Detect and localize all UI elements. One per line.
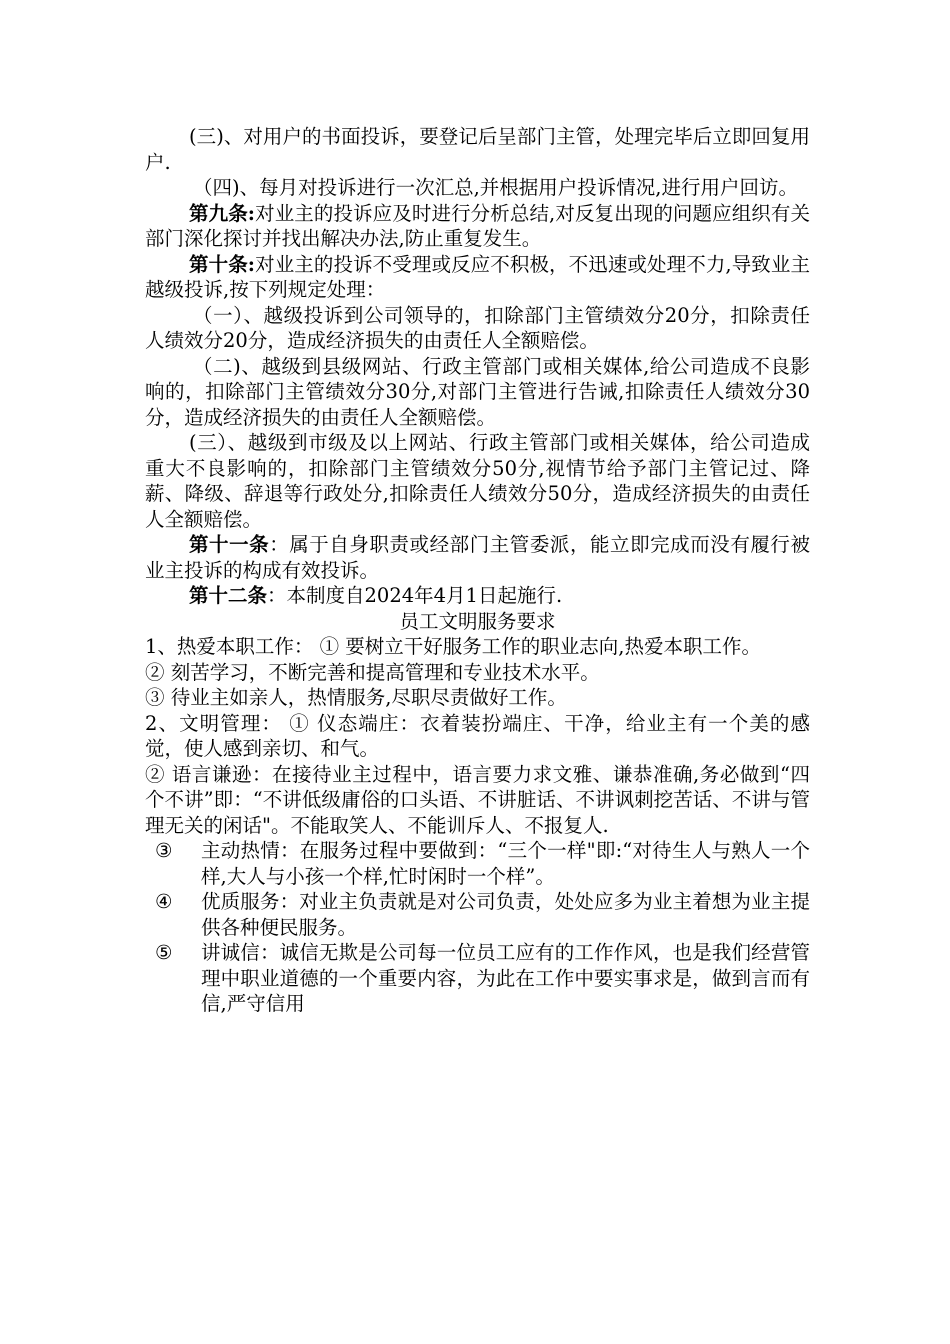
article-12-title: 第十二条	[189, 584, 268, 607]
list-item-text: 优质服务：对业主负责就是对公司负责，处处应多为业主着想为业主提供各种便民服务。	[201, 890, 810, 939]
list-marker: ④	[155, 890, 173, 913]
list-item-text: 主动热情：在服务过程中要做到：“三个一样"即:“对待生人与熟人一个样,大人与小孩一个样,忙时闲时一个样”。	[201, 839, 810, 888]
service-item-1: 1、热爱本职工作： ① 要树立干好服务工作的职业志向,热爱本职工作。	[145, 635, 762, 658]
service-item-2: 2、文明管理： ① 仪态端庄：衣着装扮端庄、干净，给业主有一个美的感觉，使人感到亲切、和气。	[145, 711, 810, 760]
article-10-item-2: （二)、越级到县级网站、行政主管部门或相关媒体,给公司造成不良影响的，扣除部门主管绩效分30分,对部门主管进行告诫,扣除责任人绩效分30分，造成经济损失的由责任人全额赔偿。	[145, 354, 810, 429]
service-item-2-2: ② 语言谦逊：在接待业主过程中，语言要力求文雅、谦恭准确,务必做到“四个不讲”即：“不讲低级庸俗的口头语、不讲脏话、不讲讽刺挖苦话、不讲与管理无关的闲话"。不能取笑人、不能训斥人、不报复人.	[145, 762, 810, 837]
document-page	[145, 124, 810, 1017]
article-11	[145, 532, 810, 583]
article-12	[145, 583, 810, 609]
article-10	[145, 252, 810, 303]
paragraph-complaint-written: (三)、对用户的书面投诉，要登记后呈部门主管，处理完毕后立即回复用户.	[145, 125, 810, 174]
paragraph-complaint-monthly: （四)、每月对投诉进行一次汇总,并根据用户投诉情况,进行用户回访。	[193, 176, 799, 199]
service-list-item-3	[145, 838, 810, 889]
list-marker: ③	[155, 839, 173, 862]
article-10-item-3: (三）、越级到市级及以上网站、行政主管部门或相关媒体，给公司造成重大不良影响的，扣除部门主管绩效分50分,视情节给予部门主管记过、降薪、降级、辞退等行政处分,扣除责任人绩效分50分，造成经济损失的由责任人全额赔偿。	[145, 431, 810, 531]
section-heading: 员工文明服务要求	[399, 609, 556, 633]
service-list-item-5	[145, 940, 810, 1017]
article-9-title: 第九条:	[189, 201, 255, 225]
service-item-1-3: ③ 待业主如亲人，热情服务,尽职尽责做好工作。	[145, 686, 567, 709]
article-9	[145, 201, 810, 252]
article-11-body: ：属于自身职责或经部门主管委派，能立即完成而没有履行被业主投诉的构成有效投诉。	[145, 533, 810, 582]
service-list-item-4	[145, 889, 810, 940]
article-11-title: 第十一条	[189, 533, 270, 556]
article-10-item-1: （一）、越级投诉到公司领导的，扣除部门主管绩效分20分，扣除责任人绩效分20分，造成经济损失的由责任人全额赔偿。	[145, 303, 810, 352]
list-item-text: 讲诚信：诚信无欺是公司每一位员工应有的工作作风，也是我们经营管理中职业道德的一个重要内容，为此在工作中要实事求是，做到言而有信,严守信用	[201, 941, 810, 1015]
article-10-body: 对业主的投诉不受理或反应不积极，不迅速或处理不力,导致业主越级投诉,按下列规定处理：	[145, 252, 811, 301]
article-12-body: ：本制度自2024年4月1日起施行.	[267, 584, 563, 607]
article-9-body: 对业主的投诉应及时进行分析总结,对反复出现的问题应组织有关部门深化探讨并找出解决办法,防止重复发生。	[145, 201, 811, 250]
article-10-title: 第十条:	[189, 252, 255, 276]
service-item-1-2: ② 刻苦学习，不断完善和提高管理和专业技术水平。	[145, 660, 600, 684]
list-marker: ⑤	[155, 941, 173, 964]
